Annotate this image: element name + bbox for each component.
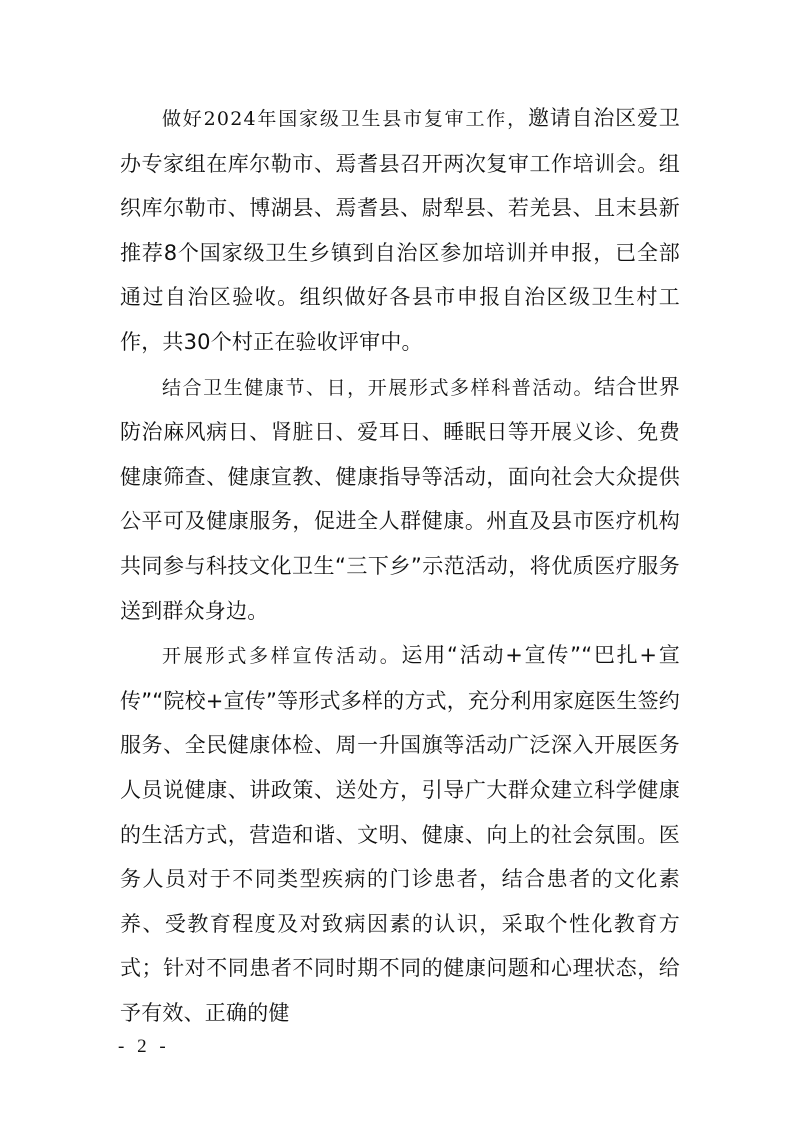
paragraph-1: [120, 96, 680, 365]
paragraph-2: [120, 365, 680, 634]
page-number: - 2 -: [118, 1036, 170, 1057]
document-body: [120, 96, 680, 1035]
paragraph-2-lead: 结合卫生健康节、日，开展形式多样科普活动。: [162, 376, 595, 399]
paragraph-1-text: 邀请自治区爱卫办专家组在库尔勒市、焉耆县召开两次复审工作培训会。组织库尔勒市、博湖县、焉耆县、尉犁县、若羌县、且末县新推荐8个国家级卫生乡镇到自治区参加培训并申报，已全部通过自治区验收。组织做好各县市申报自治区级卫生村工作，共30个村正在验收评审中。: [120, 106, 681, 354]
paragraph-3-text: 运用“活动+宣传”“巴扎+宣传”“院校+宣传”等形式多样的方式，充分利用家庭医生签约服务、全民健康体检、周一升国旗等活动广泛深入开展医务人员说健康、讲政策、送处方，引导广大群众建立科学健康的生活方式，营造和谐、文明、健康、向上的社会氛围。医务人员对于不同类型疾病的门诊患者，结合患者的文化素养、受教育程度及对致病因素的认识，采取个性化教育方式；针对不同患者不同时期不同的健康问题和心理状态，给予有效、正确的健: [120, 643, 680, 1025]
paragraph-3: [120, 633, 680, 1035]
paragraph-1-lead: 做好2024年国家级卫生县市复审工作，: [162, 108, 528, 130]
paragraph-3-lead: 开展形式多样宣传活动。: [162, 645, 402, 668]
paragraph-2-text: 结合世界防治麻风病日、肾脏日、爱耳日、睡眠日等开展义诊、免费健康筛查、健康宣教、健康指导等活动，面向社会大众提供公平可及健康服务，促进全人群健康。州直及县市医疗机构共同参与科技文化卫生“三下乡”示范活动，将优质医疗服务送到群众身边。: [120, 374, 680, 623]
